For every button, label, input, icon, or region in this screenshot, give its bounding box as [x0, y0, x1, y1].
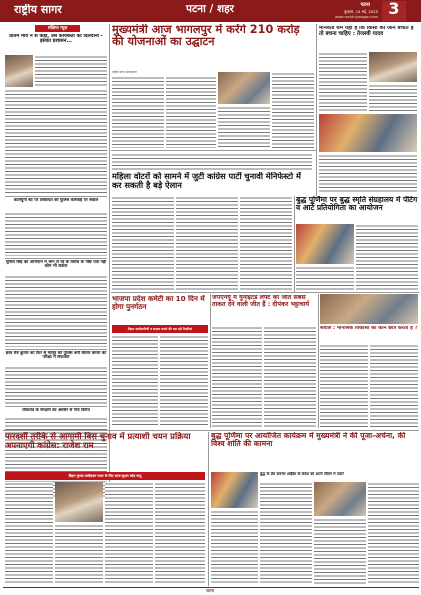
- mid-right-photo: [296, 224, 354, 264]
- lower-center-text-1: [212, 326, 262, 427]
- lower-center-headline: जेपएनयू में युनाइटेड लेफ्ट की जीत सबसे ताकत देने वाली जीत हैं : दीपंकर भट्टाचार्य: [212, 295, 309, 308]
- mid-left-text-2: [176, 196, 238, 290]
- bottom-right-text-4: [368, 482, 419, 584]
- left-story5-headline: लोकतंत्र के संरक्षण का अवसर से गांव विरोध: [22, 408, 90, 412]
- brand-name: राष्ट्रीय सागर: [14, 4, 62, 16]
- footer-page-tag: पटना: [206, 588, 214, 593]
- date-line: बुधवार, 14 मई, 2025: [344, 9, 378, 14]
- mid-left-text-3: [240, 196, 292, 290]
- bottom-left-subhead-bar: बिहार चुनाव उम्मीदवार चयन के लिए साफ-सुथरा कोड लागू: [5, 472, 205, 480]
- lead-text-col-2: [166, 76, 216, 148]
- bottom-right-subhead: बुद्ध के प्रेम करुणा अहिंसा के संदेश को अपने जीवन में उतारें: [260, 472, 344, 476]
- mid-right-text-1: [356, 224, 418, 290]
- bottom-left-photo: [55, 482, 103, 522]
- mid-right-headline: बुद्ध पूर्णिमा पर बुद्ध स्मृति संग्रहालय में पेंटिंग व आर्ट प्रतियोगिता का आयोजन: [296, 196, 418, 212]
- mid-left-text-top: [112, 153, 312, 170]
- brief-headline: प्रीतम मौर्य ने से कहा, उसे कार्यकर्ता को दिलवाना - इसका प्रशासन...: [9, 34, 103, 45]
- lead-text-col-3: [218, 106, 270, 148]
- bottom-left-text-2: [55, 524, 103, 584]
- bottom-right-photo: [211, 472, 258, 508]
- bottom-right-text-1: [211, 510, 258, 584]
- left-story4-text: [5, 366, 107, 404]
- edition-label: पटना: [360, 2, 370, 8]
- left-story3-headline: सुनील सिंह को अभियान में भाग ले रहे के विरोध के पीछे पता नहीं कौन भी सवाल: [5, 260, 107, 269]
- bottom-right-photo-2: [314, 482, 366, 516]
- right-top-headline: मानवता धर्म यही है कि किसी की जान बचाते हैं तो बचना चाहिए : तेजस्वी यादव: [319, 26, 414, 37]
- right-top-text-3: [319, 154, 417, 194]
- mid-left-headline: महिला वोटरों को सामने में जुटी कांग्रेस पार्टी चुनावी मेनिफेस्टो में कर सकती है बड़े ऐलान: [112, 172, 301, 190]
- left-story2-text: [5, 212, 107, 256]
- bottom-left-text-3: [105, 482, 153, 584]
- website-url[interactable]: www.rashtriyasagar.com: [334, 15, 378, 19]
- lead-photo: [218, 72, 270, 104]
- lower-left-headline: भाजपा प्रदेश कमेटी का 10 दिन में होगा पुनर्गठन: [112, 295, 205, 311]
- bottom-right-text-2: [260, 482, 312, 584]
- left-brief-text: [35, 55, 107, 87]
- right-top-photo-2: [319, 114, 417, 152]
- left-story3-text: [5, 275, 107, 347]
- bottom-right-headline: बुद्ध पूर्णिमा पर आयोजित कार्यक्रम में मुख्यमंत्री ने की पूजा-अर्चना, की विश्व शांति की कामना: [211, 432, 406, 448]
- right-column-headline: सवाल : मानसिक विकासों को कौन छात्र करता है ?: [320, 326, 418, 331]
- right-column-text-2: [370, 344, 418, 427]
- right-top-photo: [369, 52, 417, 82]
- left-story4-headline: छात्र रवि कुमार को फिर से माहिर की पुलिस बनी सितार कैमरा की परीक्षा में सफलता: [5, 351, 107, 360]
- bottom-right-text-3: [314, 518, 366, 584]
- bottom-left-text-4: [155, 482, 205, 584]
- lead-text-col-4: [272, 72, 314, 148]
- page-number: 3: [382, 1, 406, 21]
- bottom-left-text-1: [5, 482, 53, 584]
- kicker-label: संक्षिप्त न्यूज़: [35, 25, 80, 32]
- left-brief-text-2: [5, 89, 107, 194]
- left-story2-headline: कलियुगी बेटे पर शिकायत की पुलिस कार्रवाई पर सवाल: [13, 198, 99, 202]
- right-column-photo: [320, 294, 418, 324]
- right-top-text-2: [369, 84, 417, 112]
- lead-text-col-1: [112, 76, 164, 148]
- mid-left-text-1: [112, 196, 174, 290]
- lower-center-text-2: [264, 326, 316, 427]
- lower-left-text-2: [160, 335, 208, 427]
- mid-right-text-2: [296, 266, 354, 290]
- right-top-text-1: [319, 52, 367, 112]
- bottom-left-headline: पारदर्शी तरीके से आगामी विस चुनाव में प्रत्याशी चयन प्रक्रिया अपनाएगी कांग्रेस: राजेश राम: [5, 432, 191, 450]
- portrait-photo: [5, 55, 33, 87]
- lower-left-text-1: [112, 335, 158, 427]
- lead-byline: राष्ट्रीय सागर संवाददाता: [112, 70, 137, 74]
- section-label: पटना / शहर: [186, 4, 234, 15]
- lead-headline: मुख्यमंत्री आज भागलपुर में करेंगे 210 करोड़ की योजनाओं का उद्घाटन: [112, 24, 300, 48]
- lower-left-subhead-bar: बिहार कार्यकारिणी व सदस्य बनाने की चल रही तैयारियां: [112, 325, 208, 333]
- right-column-text-1: [320, 344, 368, 427]
